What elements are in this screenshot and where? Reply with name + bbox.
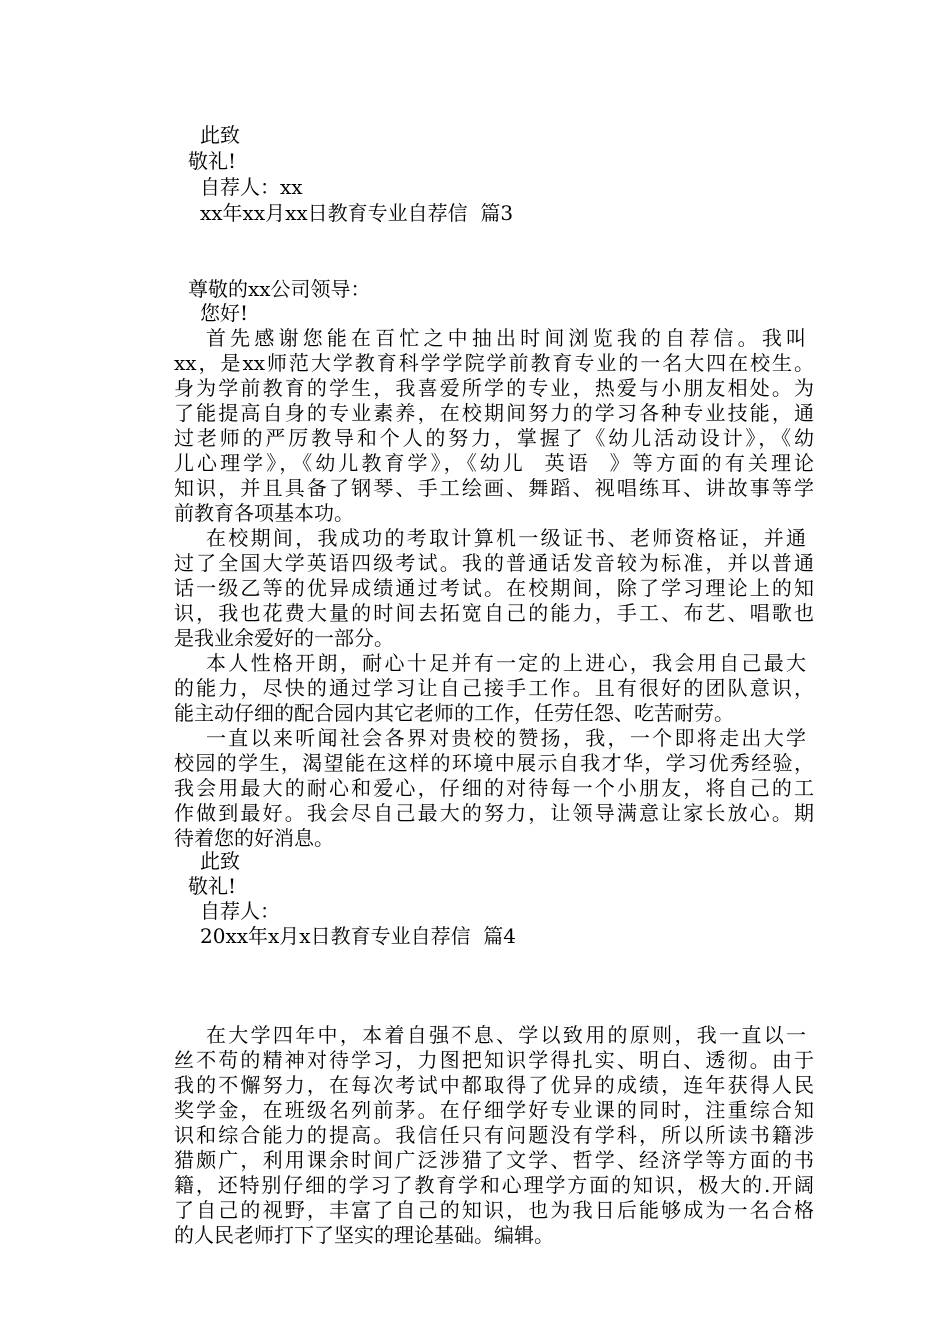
paragraph-line: 首先感谢您能在百忙之中抽出时间浏览我的自荐信。我叫 bbox=[206, 326, 806, 350]
paragraph-line: 过老师的严厉教导和个人的努力，掌握了《幼儿活动设计》，《幼 bbox=[174, 426, 814, 450]
closing-line-2: 敬礼! bbox=[188, 874, 237, 898]
paragraph-line: 识，我也花费大量的时间去拓宽自己的能力，手工、布艺、唱歌也 bbox=[174, 601, 814, 625]
closing-line-2: 敬礼! bbox=[188, 149, 237, 173]
salutation: 尊敬的xx公司领导： bbox=[188, 277, 371, 301]
paragraph-line: 识和综合能力的提高。我信任只有问题没有学科，所以所读书籍涉 bbox=[174, 1123, 814, 1147]
paragraph-line: 在校期间，我成功的考取计算机一级证书、老师资格证，并通 bbox=[206, 526, 806, 550]
signer-line: 自荐人： bbox=[200, 899, 280, 923]
paragraph-line: 在大学四年中，本着自强不息、学以致用的原则，我一直以一 bbox=[206, 1023, 806, 1047]
paragraph-line: 籍，还特别仔细的学习了教育学和心理学方面的知识，极大的.开阔 bbox=[174, 1173, 814, 1197]
paragraph-line: 我的不懈努力，在每次考试中都取得了优异的成绩，连年获得人民 bbox=[174, 1073, 814, 1097]
closing-line-1: 此致 bbox=[200, 123, 240, 147]
paragraph-line: 作做到最好。我会尽自己最大的努力，让领导满意让家长放心。期 bbox=[174, 801, 814, 825]
paragraph-line: 猎颇广，利用课余时间广泛涉猎了文学、哲学、经济学等方面的书 bbox=[174, 1148, 814, 1172]
paragraph-line: 丝不苟的精神对待学习，力图把知识学得扎实、明白、透彻。由于 bbox=[174, 1048, 814, 1072]
paragraph-line: 能主动仔细的配合园内其它老师的工作，任劳任怨、吃苦耐劳。 bbox=[174, 701, 734, 725]
paragraph-line: 儿心理学》，《幼儿教育学》，《幼儿 英语 》等方面的有关理论 bbox=[174, 451, 814, 475]
paragraph-line: 奖学金，在班级名列前茅。在仔细学好专业课的同时，注重综合知 bbox=[174, 1098, 814, 1122]
paragraph-line: 前教育各项基本功。 bbox=[174, 501, 354, 525]
paragraph-line: 待着您的好消息。 bbox=[174, 826, 334, 850]
greeting: 您好! bbox=[200, 301, 249, 325]
date-title-line: xx年xx月xx日教育专业自荐信 篇3 bbox=[200, 201, 514, 225]
paragraph-line: 一直以来听闻社会各界对贵校的赞扬，我，一个即将走出大学 bbox=[206, 726, 806, 750]
paragraph-line: 我会用最大的耐心和爱心，仔细的对待每一个小朋友，将自己的工 bbox=[174, 776, 814, 800]
paragraph-line: 知识，并且具备了钢琴、手工绘画、舞蹈、视唱练耳、讲故事等学 bbox=[174, 476, 814, 500]
paragraph-line: xx，是xx师范大学教育科学学院学前教育专业的一名大四在校生。 bbox=[174, 351, 814, 375]
paragraph-line: 是我业余爱好的一部分。 bbox=[174, 626, 394, 650]
paragraph-line: 话一级乙等的优异成绩通过考试。在校期间，除了学习理论上的知 bbox=[174, 576, 814, 600]
paragraph-line: 了自己的视野，丰富了自己的知识，也为我日后能够成为一名合格 bbox=[174, 1198, 814, 1222]
paragraph-line: 过了全国大学英语四级考试。我的普通话发音较为标准，并以普通 bbox=[174, 551, 814, 575]
paragraph-line: 的能力，尽快的通过学习让自己接手工作。且有很好的团队意识， bbox=[174, 676, 814, 700]
paragraph-line: 校园的学生，渴望能在这样的环境中展示自我才华，学习优秀经验， bbox=[174, 751, 814, 775]
closing-line-1: 此致 bbox=[200, 849, 240, 873]
signer-line: 自荐人：xx bbox=[200, 175, 303, 199]
paragraph-line: 本人性格开朗，耐心十足并有一定的上进心，我会用自己最大 bbox=[206, 651, 806, 675]
paragraph-line: 身为学前教育的学生，我喜爱所学的专业，热爱与小朋友相处。为 bbox=[174, 376, 814, 400]
paragraph-line: 了能提高自身的专业素养，在校期间努力的学习各种专业技能，通 bbox=[174, 401, 814, 425]
date-title-line: 20xx年x月x日教育专业自荐信 篇4 bbox=[200, 924, 517, 948]
paragraph-line: 的人民老师打下了坚实的理论基础。编辑。 bbox=[174, 1223, 554, 1247]
